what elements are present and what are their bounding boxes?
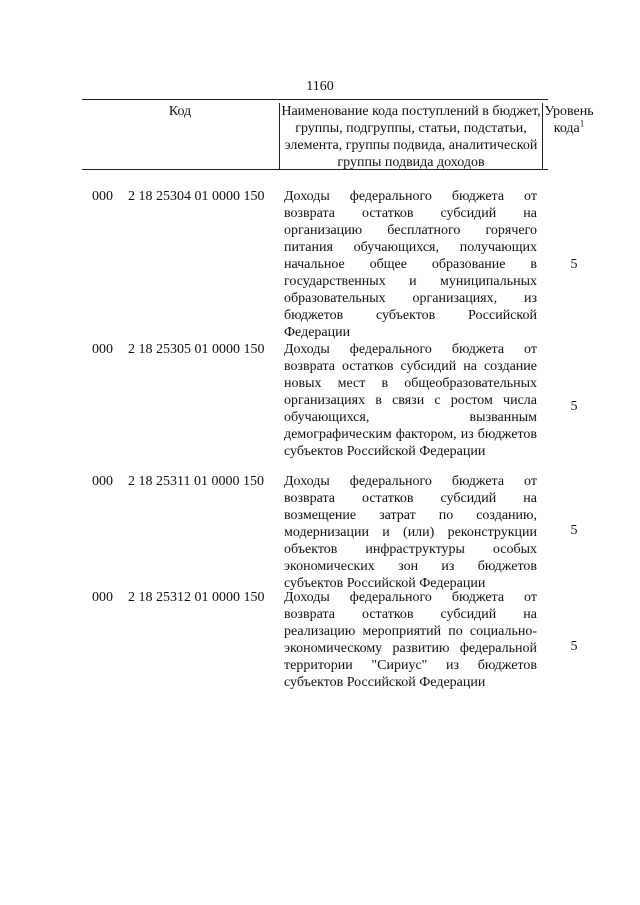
admin-code: 000 xyxy=(92,342,113,357)
footnote-marker: 1 xyxy=(579,118,585,129)
revenue-code: 2 18 25312 01 0000 150 xyxy=(128,590,265,605)
header-code: Код xyxy=(168,104,192,119)
code-level: 5 xyxy=(570,399,578,414)
admin-code: 000 xyxy=(92,189,113,204)
header-level-label: Уровень кода xyxy=(544,104,594,136)
revenue-name: Доходы федерального бюджета от возврата остатков субсидий на организацию бесплатного горячего питания обучающихся, получающих начальное общее образование в государственных и муниципальных образовательных организациях, из бюджетов субъектов Российской Федерации xyxy=(284,189,537,340)
revenue-name: Доходы федерального бюджета от возврата остатков субсидий на реализацию мероприятий по социально-экономическому развитию федеральной территории "Сириус" из бюджетов субъектов Российской Федерации xyxy=(284,590,537,690)
revenue-code: 2 18 25305 01 0000 150 xyxy=(128,342,265,357)
page-number: 1160 xyxy=(306,79,334,94)
revenue-name: Доходы федерального бюджета от возврата остатков субсидий на возмещение затрат по созданию, модернизации и (или) реконструкции объектов инфраструктуры особых экономических зон из бюджетов субъектов Российской Федерации xyxy=(284,474,537,591)
table-header xyxy=(82,99,594,170)
code-level: 5 xyxy=(570,639,578,654)
header-level xyxy=(544,103,594,172)
admin-code: 000 xyxy=(92,590,113,605)
revenue-code: 2 18 25311 01 0000 150 xyxy=(128,474,264,489)
code-level: 5 xyxy=(570,523,578,538)
revenue-code: 2 18 25304 01 0000 150 xyxy=(128,189,265,204)
revenue-name: Доходы федерального бюджета от возврата остатков субсидий на создание новых мест в общеобразовательных организациях в связи с ростом числа обучающихся, вызванным демографическим фактором, из бюджетов субъектов Российской Федерации xyxy=(284,342,537,459)
admin-code: 000 xyxy=(92,474,113,489)
code-level: 5 xyxy=(570,257,578,272)
header-name: Наименование кода поступлений в бюджет, группы, подгруппы, статьи, подстатьи, элемента, группы подвида, аналитической группы подвида доходов xyxy=(279,103,543,169)
